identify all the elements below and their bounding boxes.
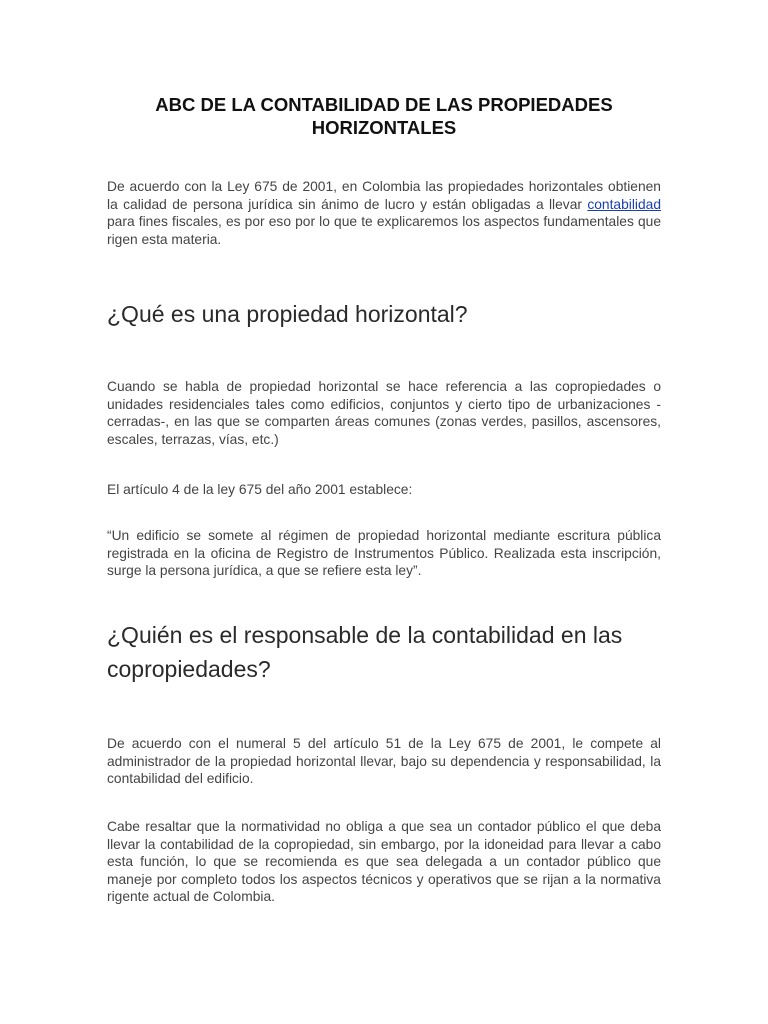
section2-paragraph-2: Cabe resaltar que la normatividad no obliga a que sea un contador público el que deba llevar la contabilidad de la copropiedad, sin embargo, por la idoneidad para llevar a cabo esta función, lo que se recomienda es que sea delegada a un contador público que maneje por completo todos los aspectos técnicos y operativos que se rijan a la normativa rigente actual de Colombia. [107, 819, 661, 905]
section2-paragraph-1: De acuerdo con el numeral 5 del artículo 51 de la Ley 675 de 2001, le compete al administrador de la propiedad horizontal llevar, bajo su dependencia y responsabilidad, la contabilidad del edificio. [107, 736, 661, 787]
section-heading-que-es: ¿Qué es una propiedad horizontal? [107, 301, 468, 327]
document-title: ABC DE LA CONTABILIDAD DE LAS PROPIEDADES HORIZONTALES [155, 94, 613, 138]
intro-text-after-link: para fines fiscales, es por eso por lo que te explicaremos los aspectos fundamentales que rigen esta materia. [107, 214, 661, 247]
intro-paragraph [107, 178, 661, 248]
contabilidad-link[interactable]: contabilidad [587, 196, 661, 212]
section-heading-quien-es: ¿Quién es el responsable de la contabilidad en las copropiedades? [107, 622, 623, 682]
section1-quote: “Un edificio se somete al régimen de propiedad horizontal mediante escritura pública registrada en la oficina de Registro de Instrumentos Público. Realizada esta inscripción, surge la persona jurídica, a que se refiere esta ley”. [107, 528, 661, 579]
section1-paragraph-1: Cuando se habla de propiedad horizontal se hace referencia a las copropiedades o unidades residenciales tales como edificios, conjuntos y cierto tipo de urbanizaciones -cerradas-, en las que se comparten áreas comunes (zonas verdes, pasillos, ascensores, escales, terrazas, vías, etc.) [107, 379, 661, 447]
section1-paragraph-2: El artículo 4 de la ley 675 del año 2001 establece: [107, 482, 413, 497]
intro-text-before-link: De acuerdo con la Ley 675 de 2001, en Colombia las propiedades horizontales obtienen la calidad de persona jurídica sin ánimo de lucro y están obligadas a llevar [107, 179, 661, 212]
